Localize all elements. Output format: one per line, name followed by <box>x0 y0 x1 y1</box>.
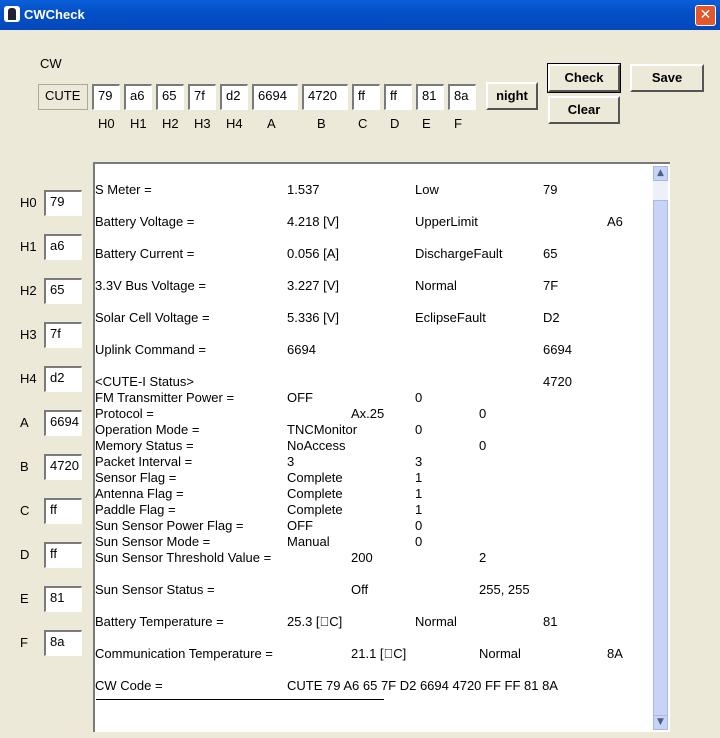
output-row-16-col-2: Manual <box>287 534 330 549</box>
side-label-h3: H3 <box>20 327 37 342</box>
header-field-h2[interactable]: 65 <box>156 84 184 110</box>
header-field-e[interactable]: 81 <box>416 84 444 110</box>
output-row-3-col-4: 7F <box>543 278 559 293</box>
output-row-21-col-1: CW Code = <box>95 678 163 693</box>
output-row-14-col-1: Paddle Flag = <box>95 502 176 517</box>
side-field-h4[interactable]: d2 <box>44 366 82 392</box>
output-row-2-col-3: DischargeFault <box>415 246 503 261</box>
check-button[interactable]: Check <box>548 64 620 92</box>
output-row-0-col-1: S Meter = <box>95 182 152 197</box>
side-field-d[interactable]: ff <box>44 542 82 568</box>
side-field-h2[interactable]: 65 <box>44 278 82 304</box>
scroll-down-icon[interactable]: ▼ <box>653 715 668 730</box>
header-label-h3: H3 <box>194 116 211 131</box>
output-row-2-col-4: 65 <box>543 246 558 261</box>
side-label-h0: H0 <box>20 195 37 210</box>
header-field-c[interactable]: ff <box>352 84 380 110</box>
output-row-14-col-3: 1 <box>415 502 423 517</box>
header-field-d[interactable]: ff <box>384 84 412 110</box>
output-row-15-col-3: 0 <box>415 518 423 533</box>
side-label-a: A <box>20 415 29 430</box>
output-row-2-col-1: Battery Current = <box>95 246 195 261</box>
cw-label: CW <box>40 56 62 71</box>
side-field-c[interactable]: ff <box>44 498 82 524</box>
side-field-a[interactable]: 6694 <box>44 410 82 436</box>
output-row-15-col-1: Sun Sensor Power Flag = <box>95 518 244 533</box>
output-row-16-col-1: Sun Sensor Mode = <box>95 534 211 549</box>
output-row-5-col-4: 6694 <box>543 342 572 357</box>
output-row-9-col-1: Operation Mode = <box>95 422 200 437</box>
header-field-b[interactable]: 4720 <box>302 84 348 110</box>
output-row-20-col-3: Normal <box>479 646 521 661</box>
output-row-12-col-3: 1 <box>415 470 423 485</box>
output-row-3-col-1: 3.3V Bus Voltage = <box>95 278 206 293</box>
side-field-h3[interactable]: 7f <box>44 322 82 348</box>
output-row-9-col-3: 0 <box>415 422 423 437</box>
app-icon <box>4 6 20 22</box>
output-row-7-col-2: OFF <box>287 390 313 405</box>
header-label-d: D <box>390 116 400 131</box>
output-row-19-col-2: 25.3 [ﾟC] <box>287 614 343 629</box>
header-label-h4: H4 <box>226 116 243 131</box>
output-row-1-col-4: A6 <box>607 214 623 229</box>
output-row-6-col-1: <CUTE-I Status> <box>95 374 194 389</box>
output-row-9-col-2: TNCMonitor <box>287 422 358 437</box>
output-row-1-col-1: Battery Voltage = <box>95 214 195 229</box>
side-label-d: D <box>20 547 30 562</box>
side-label-b: B <box>20 459 29 474</box>
output-row-3-col-3: Normal <box>415 278 457 293</box>
output-row-10-col-2: NoAccess <box>287 438 346 453</box>
output-panel[interactable] <box>93 162 670 732</box>
output-row-12-col-1: Sensor Flag = <box>95 470 177 485</box>
output-row-11-col-2: 3 <box>287 454 295 469</box>
header-field-h0[interactable]: 79 <box>92 84 120 110</box>
output-row-20-col-1: Communication Temperature = <box>95 646 273 661</box>
side-label-e: E <box>20 591 29 606</box>
header-label-h2: H2 <box>162 116 179 131</box>
header-field-a[interactable]: 6694 <box>252 84 298 110</box>
output-row-1-col-3: UpperLimit <box>415 214 478 229</box>
output-row-7-col-1: FM Transmitter Power = <box>95 390 235 405</box>
output-underline <box>96 699 384 700</box>
window-title: CWCheck <box>24 7 85 22</box>
side-field-b[interactable]: 4720 <box>44 454 82 480</box>
output-row-17-col-3: 2 <box>479 550 487 565</box>
output-row-4-col-3: EclipseFault <box>415 310 486 325</box>
header-field-h1[interactable]: a6 <box>124 84 152 110</box>
output-row-21-col-2: CUTE 79 A6 65 7F D2 6694 4720 FF FF 81 8A <box>287 678 558 693</box>
output-row-4-col-2: 5.336 [V] <box>287 310 340 325</box>
output-row-19-col-4: 81 <box>543 614 558 629</box>
clear-button[interactable]: Clear <box>548 96 620 124</box>
output-row-1-col-2: 4.218 [V] <box>287 214 340 229</box>
output-row-5-col-1: Uplink Command = <box>95 342 206 357</box>
header-field-h3[interactable]: 7f <box>188 84 216 110</box>
output-row-13-col-3: 1 <box>415 486 423 501</box>
save-button[interactable]: Save <box>630 64 704 92</box>
header-label-e: E <box>422 116 431 131</box>
output-row-6-col-4: 4720 <box>543 374 572 389</box>
output-row-10-col-3: 0 <box>479 438 487 453</box>
output-row-19-col-3: Normal <box>415 614 457 629</box>
output-row-18-col-3: 255, 255 <box>479 582 530 597</box>
output-row-10-col-1: Memory Status = <box>95 438 194 453</box>
output-row-16-col-3: 0 <box>415 534 423 549</box>
output-row-12-col-2: Complete <box>287 470 343 485</box>
header-label-c: C <box>358 116 368 131</box>
close-button[interactable]: ✕ <box>695 5 716 26</box>
vertical-scrollbar[interactable] <box>653 166 668 730</box>
output-row-0-col-2: 1.537 <box>287 182 320 197</box>
header-label-h1: H1 <box>130 116 147 131</box>
side-label-h1: H1 <box>20 239 37 254</box>
scroll-up-icon[interactable]: ▲ <box>653 166 668 181</box>
cute-label-box: CUTE <box>38 84 88 110</box>
output-row-14-col-2: Complete <box>287 502 343 517</box>
header-label-a: A <box>267 116 276 131</box>
side-field-h1[interactable]: a6 <box>44 234 82 260</box>
output-row-0-col-3: Low <box>415 182 439 197</box>
header-label-h0: H0 <box>98 116 115 131</box>
output-row-3-col-2: 3.227 [V] <box>287 278 340 293</box>
output-row-4-col-4: D2 <box>543 310 560 325</box>
output-row-5-col-2: 6694 <box>287 342 316 357</box>
header-label-b: B <box>317 116 326 131</box>
output-row-17-col-2: 200 <box>351 550 373 565</box>
output-row-0-col-4: 79 <box>543 182 558 197</box>
side-label-h4: H4 <box>20 371 37 386</box>
output-row-18-col-1: Sun Sensor Status = <box>95 582 215 597</box>
output-row-8-col-1: Protocol = <box>95 406 154 421</box>
header-field-f[interactable]: 8a <box>448 84 476 110</box>
side-label-c: C <box>20 503 30 518</box>
output-row-15-col-2: OFF <box>287 518 313 533</box>
side-label-h2: H2 <box>20 283 37 298</box>
output-row-7-col-3: 0 <box>415 390 423 405</box>
side-field-h0[interactable]: 79 <box>44 190 82 216</box>
header-label-f: F <box>454 116 462 131</box>
output-row-11-col-3: 3 <box>415 454 423 469</box>
side-field-e[interactable]: 81 <box>44 586 82 612</box>
night-button[interactable]: night <box>486 82 538 110</box>
title-bar[interactable] <box>0 0 720 30</box>
scroll-thumb[interactable] <box>653 200 668 722</box>
output-row-13-col-2: Complete <box>287 486 343 501</box>
output-row-2-col-2: 0.056 [A] <box>287 246 340 261</box>
side-label-f: F <box>20 635 28 650</box>
output-row-8-col-3: 0 <box>479 406 487 421</box>
output-row-8-col-2: Ax.25 <box>351 406 385 421</box>
output-row-13-col-1: Antenna Flag = <box>95 486 184 501</box>
output-row-17-col-1: Sun Sensor Threshold Value = <box>95 550 272 565</box>
output-row-19-col-1: Battery Temperature = <box>95 614 224 629</box>
output-row-20-col-2: 21.1 [ﾟC] <box>351 646 407 661</box>
output-row-4-col-1: Solar Cell Voltage = <box>95 310 210 325</box>
side-field-f[interactable]: 8a <box>44 630 82 656</box>
output-row-20-col-4: 8A <box>607 646 623 661</box>
output-row-11-col-1: Packet Interval = <box>95 454 193 469</box>
output-row-18-col-2: Off <box>351 582 369 597</box>
header-field-h4[interactable]: d2 <box>220 84 248 110</box>
